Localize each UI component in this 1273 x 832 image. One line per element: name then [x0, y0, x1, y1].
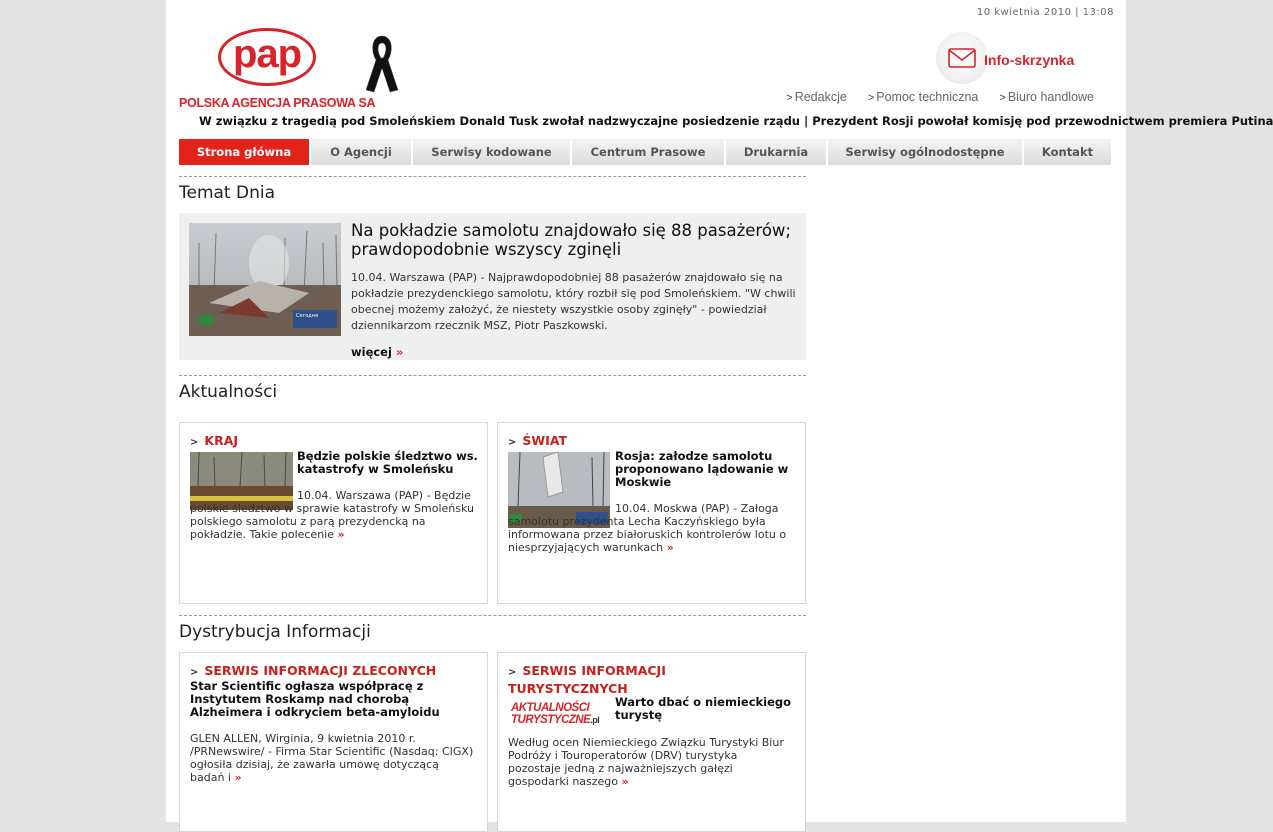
chevron-right-icon: >: [190, 667, 199, 678]
link-pomoc-techniczna[interactable]: > Pomoc techniczna: [867, 90, 979, 104]
featured-story: [179, 213, 806, 360]
distribution-text: GLEN ALLEN, Wirginia, 9 kwietnia 2010 r. /PRNewswire/ - Firma Star Scientific (Nasdaq: CIGX) ogłosiła dzisiaj, że zawarła umowę dotyczącą badań i »: [190, 732, 474, 784]
link-redakcje[interactable]: > Redakcje: [786, 90, 847, 104]
chevron-right-icon: >: [190, 437, 199, 448]
main-nav: [179, 139, 1113, 165]
envelope-icon: [948, 48, 976, 68]
category-serwis-turystyczne[interactable]: > SERWIS INFORMACJI TURYSTYCZNYCH: [508, 663, 666, 696]
chevron-right-icon: >: [786, 92, 793, 104]
aktualnosci-turystyczne-logo[interactable]: AKTUALNOŚCI TURYSTYCZNE.pl: [511, 702, 600, 726]
svg-text:Сегодня: Сегодня: [296, 313, 318, 319]
nav-serwisy-ogolnodostepne[interactable]: Serwisy ogólnodostępne: [828, 139, 1022, 165]
double-chevron-icon[interactable]: »: [337, 528, 345, 541]
section-title-temat-dnia: Temat Dnia: [179, 183, 276, 203]
featured-headline[interactable]: Na pokładzie samolotu znajdowało się 88 pasażerów; prawdopodobnie wszyscy zginęli: [351, 221, 791, 259]
chevron-right-icon: >: [508, 437, 517, 448]
nav-kontakt[interactable]: Kontakt: [1024, 139, 1111, 165]
more-link[interactable]: więcej »: [351, 345, 404, 359]
info-box-label[interactable]: Info-skrzynka: [984, 52, 1075, 68]
news-box-swiat: [497, 422, 806, 604]
nav-centrum-prasowe[interactable]: Centrum Prasowe: [572, 139, 724, 165]
news-ticker[interactable]: W związku z tragedią pod Smoleńskiem Donald Tusk zwołał nadzwyczajne posiedzenie rządu | Prezydent Rosji powołał komisję pod przewodnictwem premiera Putina: [199, 114, 1273, 128]
logo-subtitle: POLSKA AGENCJA PRASOWA SA: [179, 96, 376, 110]
section-title-dystrybucja: Dystrybucja Informacji: [179, 622, 371, 642]
news-text: 10.04. Moskwa (PAP) - Załoga samolotu prezydenta Lecha Kaczyńskiego była informowana przez białoruskich kontrolerów lotu o niesprzyjających warunkach »: [508, 502, 787, 554]
news-title[interactable]: Będzie polskie śledztwo ws. katastrofy w Smoleńsku: [297, 449, 478, 476]
news-box-kraj: [179, 422, 488, 604]
distribution-title[interactable]: Warto dbać o niemieckiego turystę: [615, 695, 792, 722]
divider: [179, 615, 806, 616]
logo-text: pap: [232, 32, 302, 76]
double-chevron-icon: »: [395, 345, 404, 359]
link-biuro-handlowe[interactable]: > Biuro handlowe: [999, 90, 1094, 104]
chevron-right-icon: >: [867, 92, 875, 104]
category-kraj[interactable]: > KRAJ: [190, 433, 239, 448]
mourning-ribbon-icon: [362, 32, 402, 94]
divider: [179, 375, 806, 376]
news-text: 10.04. Warszawa (PAP) - Będzie polskie śledztwo w sprawie katastrofy w Smoleńsku polskiego samolotu z parą prezydencką na pokładzie. Takie polecenie »: [190, 489, 474, 541]
chevron-right-icon: >: [999, 92, 1006, 104]
distribution-text: Według ocen Niemieckiego Związku Turystyki Biur Podróży i Touroperatorów (DRV) turystyka pozostaje jedną z najważniejszych gałęzi gospodarki naszego »: [508, 736, 784, 788]
top-links: [786, 90, 1094, 104]
divider: [179, 176, 806, 177]
nav-o-agencji[interactable]: O Agencji: [311, 139, 411, 165]
nav-strona-glowna[interactable]: Strona główna: [179, 139, 309, 165]
section-title-aktualnosci: Aktualności: [179, 382, 278, 402]
distribution-title[interactable]: Star Scientific ogłasza współpracę z Instytutem Roskamp nad chorobą Alzheimera i odkryciem beta-amyloidu: [190, 679, 440, 719]
double-chevron-icon[interactable]: »: [621, 775, 629, 788]
info-box-button[interactable]: [936, 32, 988, 84]
chevron-right-icon: >: [508, 667, 517, 678]
nav-drukarnia[interactable]: Drukarnia: [726, 139, 826, 165]
featured-photo[interactable]: [189, 223, 341, 336]
distribution-box-turystyczne: [497, 652, 806, 832]
distribution-box-zlecone: [179, 652, 488, 832]
page: [166, 0, 1273, 822]
news-title[interactable]: Rosja: załodze samolotu proponowano lądowanie w Moskwie: [615, 449, 789, 489]
double-chevron-icon[interactable]: »: [234, 771, 242, 784]
category-serwis-zlecone[interactable]: > SERWIS INFORMACJI ZLECONYCH: [190, 663, 437, 678]
category-swiat[interactable]: > ŚWIAT: [508, 433, 568, 448]
pap-logo[interactable]: [218, 28, 316, 86]
featured-lead: 10.04. Warszawa (PAP) - Najprawdopodobniej 88 pasażerów znajdowało się na pokładzie prezydenckiego samolotu, który rozbił się pod Smoleńskiem. "W chwili obecnej możemy założyć, że niestety wszystkie osoby zginęły" - powiedział dziennikarzom rzecznik MSZ, Piotr Paszkowski.: [351, 271, 796, 332]
double-chevron-icon[interactable]: »: [666, 541, 674, 554]
date-time: 10 kwietnia 2010 | 13:08: [976, 7, 1114, 18]
nav-serwisy-kodowane[interactable]: Serwisy kodowane: [413, 139, 570, 165]
